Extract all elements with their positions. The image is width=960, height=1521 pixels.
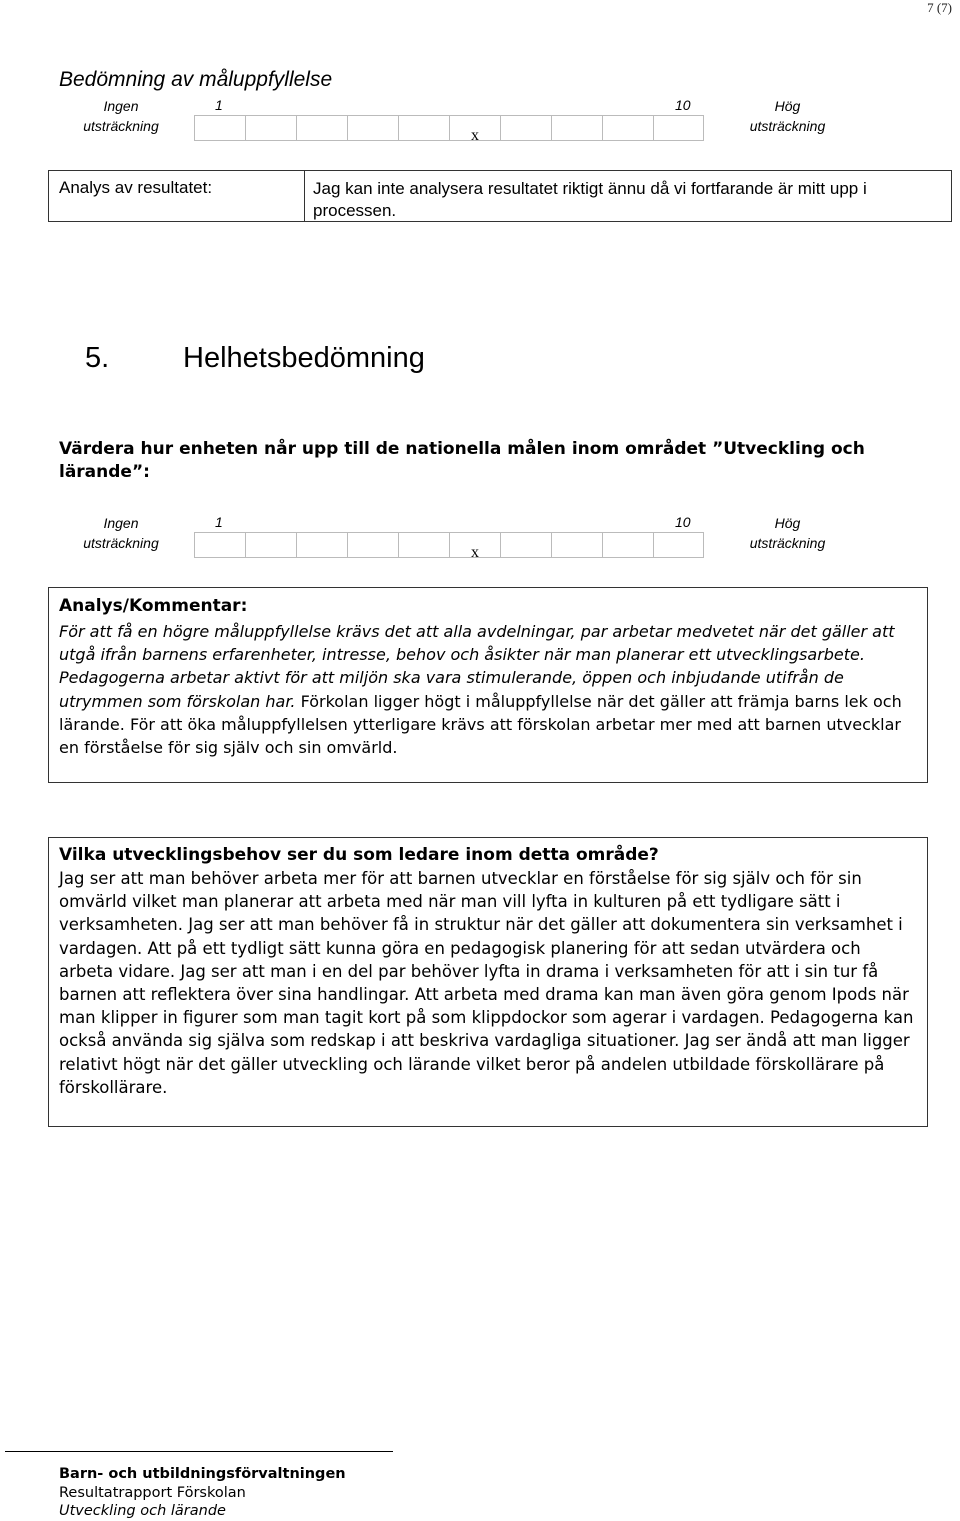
scale-cell-10[interactable] — [653, 532, 704, 558]
rating-scale — [194, 115, 704, 144]
scale-cell-1[interactable] — [194, 532, 245, 558]
scale-cell-7[interactable] — [500, 532, 551, 558]
page-number: 7 (7) — [927, 0, 952, 15]
rating-scale-2 — [194, 532, 704, 561]
scale-cell-4[interactable] — [347, 115, 398, 141]
footer-org: Barn- och utbildningsförvaltningen — [59, 1466, 346, 1482]
scale-cell-7[interactable] — [500, 115, 551, 141]
result-analysis-text: Jag kan inte analysera resultatet riktigt ännu då vi fortfarande är mitt upp i processen. — [313, 179, 867, 220]
comment-text — [59, 620, 917, 759]
development-text: Jag ser att man behöver arbeta mer för att barnen utvecklar en förståelse för sig själv och för sin omvärld vilket man planerar att arbeta med när man vill lyfta in kulturen på ett tydligare sätt i verksamheten. Jag ser att man behöver få in struktur när det gäller att dokumentera sin verksamhet i vardagen. Att på ett tydligt sätt kunna göra en pedagogisk planering för att sedan utvärdera och arbeta vidare. Jag ser att man i en del par behöver lyfta in drama i verksamheten för att i sin tur få barnen att reflektera över sina handlingar. Att arbeta med drama kan man även göra genom Ipods när man klipper in figurer som man tagit kort på som klippdockor som agerar i vardagen. Pedagogerna kan också använda sig själva som redskap i att beskriva vardagliga situationer. Jag ser ändå att man ligger relativt högt när det gäller utveckling och lärande vilket beror på andelen utbildade förskollärare på förskollärare. — [59, 869, 914, 1097]
scale2-low-label — [60, 513, 182, 553]
scale2-high-label-line1: Hög — [774, 515, 801, 531]
footer-divider — [5, 1451, 393, 1452]
scale-high-label — [735, 96, 840, 136]
scale-cell-8[interactable] — [551, 532, 602, 558]
result-analysis-table — [48, 170, 952, 222]
scale-num-low: 1 — [215, 97, 223, 113]
scale-low-label-line1: Ingen — [103, 98, 139, 114]
footer-report: Resultatrapport Förskolan — [59, 1484, 246, 1501]
comment-title: Analys/Kommentar: — [59, 596, 248, 616]
scale-cell-6[interactable] — [449, 532, 500, 561]
development-title: Vilka utvecklingsbehov ser du som ledare inom detta område? — [59, 845, 659, 865]
section-number: 5. — [85, 342, 110, 374]
footer-area: Utveckling och lärande — [59, 1503, 226, 1519]
scale2-high-label — [735, 513, 840, 553]
scale-cell-2[interactable] — [245, 115, 296, 141]
comment-box — [48, 587, 928, 783]
scale-num-high: 10 — [675, 97, 691, 113]
scale-cell-3[interactable] — [296, 115, 347, 141]
comment-text-normal: Förkolan ligger högt i måluppfyllelse när det gäller att främja barns lek och lärande. För att öka måluppfyllelsen ytterligare krävs att förskolan arbetar mer med att barnen utvecklar en förståelse för sig själv och sin omvärld. — [59, 691, 902, 758]
scale-cell-5[interactable] — [398, 532, 449, 558]
scale-cell-2[interactable] — [245, 532, 296, 558]
section-title: Helhetsbedömning — [183, 342, 425, 374]
scale2-low-label-line1: Ingen — [103, 515, 139, 531]
scale-cell-9[interactable] — [602, 115, 653, 141]
result-analysis-label-cell — [49, 171, 305, 221]
scale2-high-label-line2: utsträckning — [749, 535, 826, 551]
assessment-heading: Bedömning av måluppfyllelse — [59, 68, 333, 91]
comment-text-italic: För att få en högre måluppfyllelse krävs det att alla avdelningar, par arbetar medvetet när det gäller att utgå ifrån barnens erfarenheter, intresse, behov och åsikter när man planerar ett utvecklingsarbete. — [59, 622, 895, 665]
scale-mark: x — [471, 544, 479, 561]
scale2-low-label-line2: utsträckning — [83, 535, 159, 551]
scale-cell-5[interactable] — [398, 115, 449, 141]
scale-cell-6[interactable] — [449, 115, 500, 144]
scale-high-label-line2: utsträckning — [749, 118, 826, 134]
result-analysis-label: Analys av resultatet: — [59, 178, 213, 197]
section-question: Värdera hur enheten når upp till de nationella målen inom området ”Utveckling och lärande”: — [59, 439, 865, 482]
scale-cell-9[interactable] — [602, 532, 653, 558]
scale-cell-8[interactable] — [551, 115, 602, 141]
comment-text-italic-2: Pedagogerna arbetar aktivt för att miljön ska vara stimulerande, öppen och inbjudande utifrån de utrymmen som förskolan har. — [59, 668, 844, 711]
scale2-num-high: 10 — [675, 514, 691, 530]
scale-cell-1[interactable] — [194, 115, 245, 141]
scale2-num-low: 1 — [215, 514, 223, 530]
scale-cell-3[interactable] — [296, 532, 347, 558]
scale-low-label-line2: utsträckning — [83, 118, 159, 134]
scale-cell-4[interactable] — [347, 532, 398, 558]
scale-cell-10[interactable] — [653, 115, 704, 141]
scale-mark: x — [471, 127, 479, 144]
development-box — [48, 837, 928, 1127]
footer — [59, 1465, 346, 1521]
scale-low-label — [60, 96, 182, 136]
scale-high-label-line1: Hög — [774, 98, 801, 114]
